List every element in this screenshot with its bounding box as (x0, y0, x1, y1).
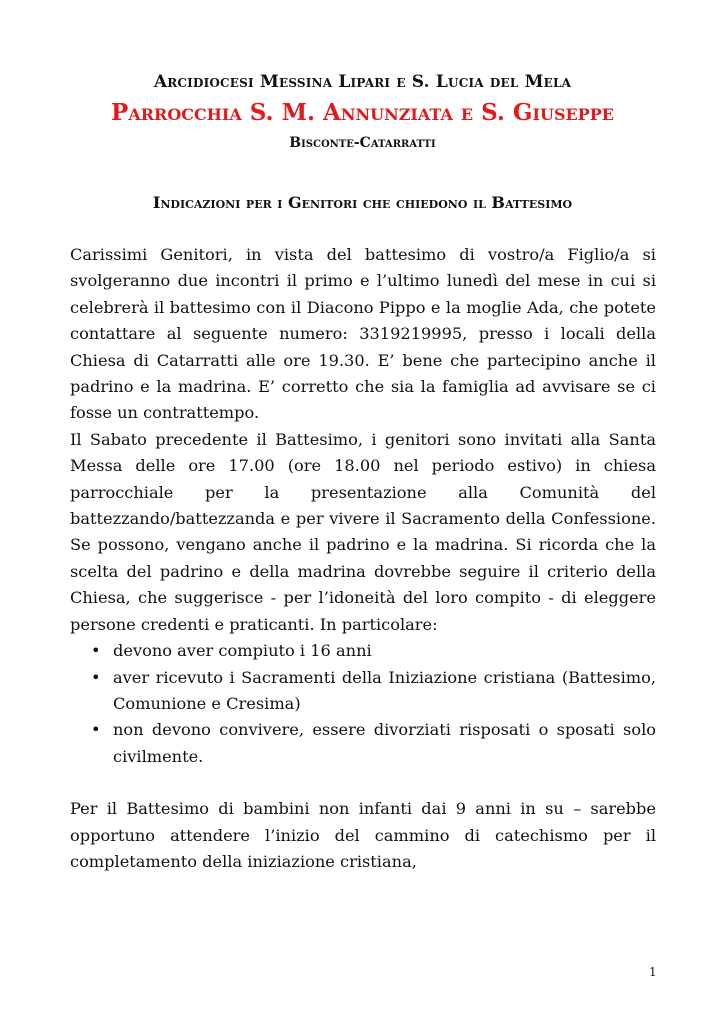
parish-heading: Parrocchia S. M. Annunziata e S. Giuseppe (111, 99, 614, 126)
letterhead (0, 70, 725, 154)
list-item: • aver ricevuto i Sacramenti della Iniziazione cristiana (Battesimo, Comunione e Cresima) (113, 665, 656, 718)
paragraph-older-children: Per il Battesimo di bambini non infanti dai 9 anni in su – sarebbe opportuno attendere l’inizio del cammino di catechismo per il completamento della iniziazione cristiana, (70, 799, 656, 871)
locality-heading: Bisconte-Catarratti (289, 135, 436, 151)
page-number: 1 (649, 965, 657, 979)
paragraph-spacer (70, 770, 656, 796)
paragraph-saturday-mass: Il Sabato precedente il Battesimo, i genitori sono invitati alla Santa Messa delle ore 17.00 (ore 18.00 nel periodo estivo) in chiesa parrocchiale per la presentazione alla Comunità del battezzando/battezzanda e per vivere il Sacramento della Confessione. Se possono, vengano anche il padrino e la madrina. Si ricorda che la scelta del padrino e della madrina dovrebbe seguire il criterio della Chiesa, che suggerisce - per l’idoneità del loro compito - di eleggere persone credenti e praticanti. In particolare: (70, 429, 656, 634)
document-body (70, 242, 656, 875)
requirements-list (70, 638, 656, 770)
list-item: • non devono convivere, essere divorziati risposati o sposati solo civilmente. (113, 717, 656, 770)
diocese-heading: Arcidiocesi Messina Lipari e S. Lucia del Mela (153, 72, 572, 92)
list-item: • devono aver compiuto i 16 anni (113, 638, 656, 664)
paragraph-intro: Carissimi Genitori, in vista del battesimo di vostro/a Figlio/a si svolgeranno due incontri il primo e l’ultimo lunedì del mese in cui si celebrerà il battesimo con il Diacono Pippo e la moglie Ada, che potete contattare al seguente numero: 3319219995, presso i locali della Chiesa di Catarratti alle ore 19.30. E’ bene che partecipino anche il padrino e la madrina. E’ corretto che sia la famiglia ad avvisare se ci fosse un contrattempo. (70, 245, 656, 423)
document-title: Indicazioni per i Genitori che chiedono il Battesimo (152, 193, 573, 212)
